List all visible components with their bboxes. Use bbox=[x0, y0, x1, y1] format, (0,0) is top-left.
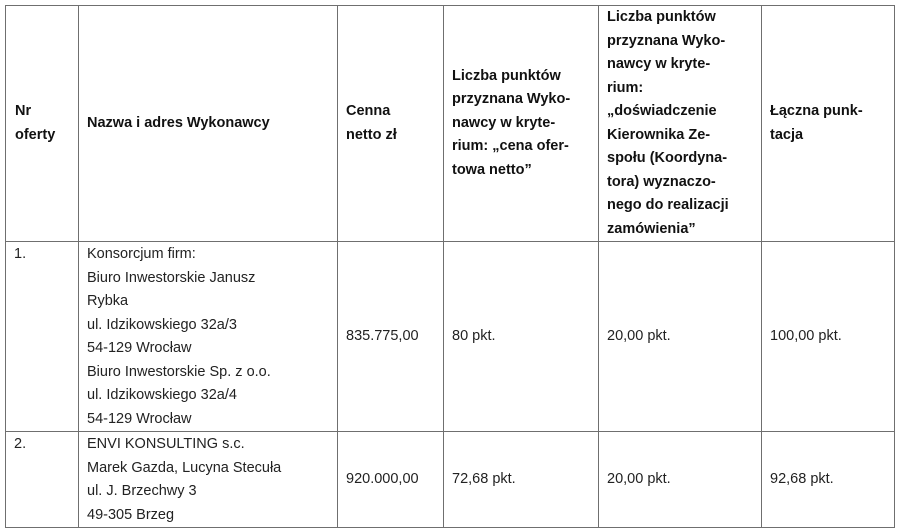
net-price-cell: 920.000,00 bbox=[338, 432, 444, 528]
table-row bbox=[6, 432, 895, 528]
header-net-price: Cenna netto zł bbox=[338, 6, 444, 242]
offers-results-table bbox=[5, 5, 895, 528]
offer-number-cell: 2. bbox=[6, 432, 79, 528]
points-experience-cell: 20,00 pkt. bbox=[599, 242, 762, 432]
header-row bbox=[6, 6, 895, 242]
header-total-score: Łączna punk- tacja bbox=[762, 6, 895, 242]
total-score-cell: 100,00 pkt. bbox=[762, 242, 895, 432]
header-offer-number: Nr oferty bbox=[6, 6, 79, 242]
header-points-experience: Liczba punktów przyznana Wyko- nawcy w kryte- rium: „doświadczenie Kierownika Ze- społu (Koordyna- tora) wyznaczo- nego do realizacji zamówienia” bbox=[599, 6, 762, 242]
header-points-price: Liczba punktów przyznana Wyko- nawcy w kryte- rium: „cena ofer- towa netto” bbox=[444, 6, 599, 242]
net-price-cell: 835.775,00 bbox=[338, 242, 444, 432]
points-experience-cell: 20,00 pkt. bbox=[599, 432, 762, 528]
table-row bbox=[6, 242, 895, 432]
offer-number-cell: 1. bbox=[6, 242, 79, 432]
contractor-name-cell: Konsorcjum firm: Biuro Inwestorskie Janusz Rybka ul. Idzikowskiego 32a/3 54-129 Wrocław Biuro Inwestorskie Sp. z o.o. ul. Idzikowskiego 32a/4 54-129 Wrocław bbox=[79, 242, 338, 432]
total-score-cell: 92,68 pkt. bbox=[762, 432, 895, 528]
header-contractor-name: Nazwa i adres Wykonawcy bbox=[79, 6, 338, 242]
contractor-name-cell: ENVI KONSULTING s.c. Marek Gazda, Lucyna Stecuła ul. J. Brzechwy 3 49-305 Brzeg bbox=[79, 432, 338, 528]
points-price-cell: 80 pkt. bbox=[444, 242, 599, 432]
points-price-cell: 72,68 pkt. bbox=[444, 432, 599, 528]
